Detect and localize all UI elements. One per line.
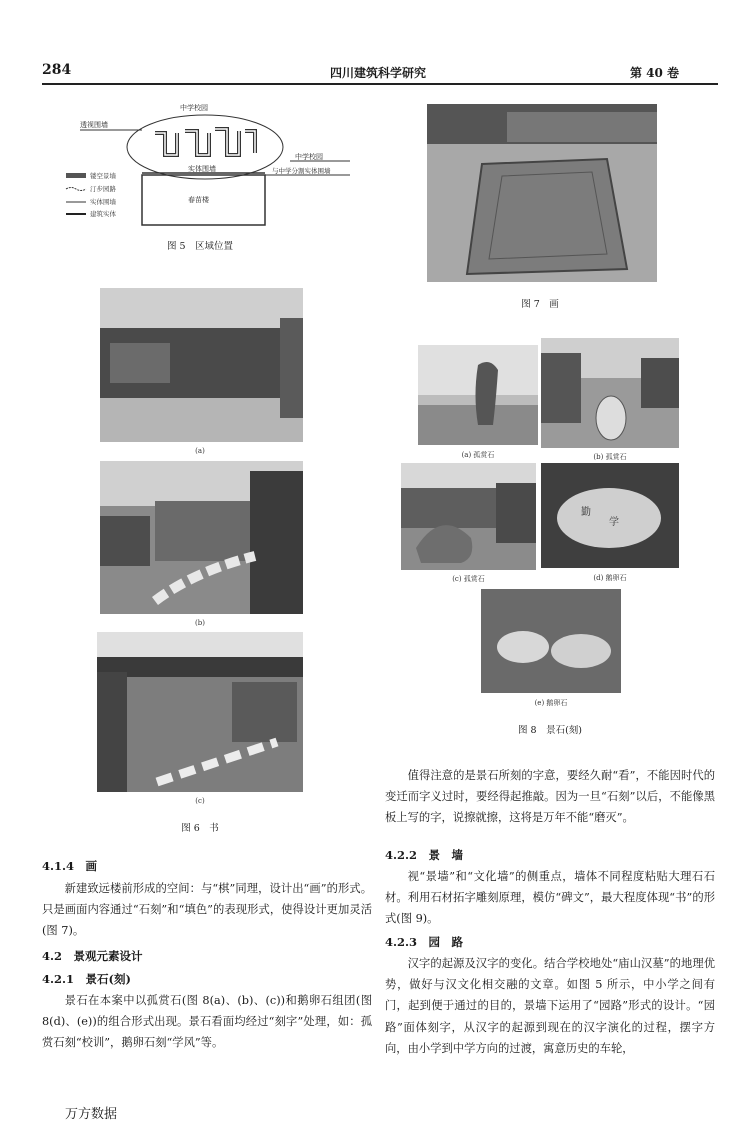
- label-divider-wall: 与中学分割实体围墙: [272, 167, 331, 175]
- heading-4-2-1: 4.2.1 景石(刻): [42, 972, 131, 986]
- journal-title: 四川建筑科学研究: [330, 66, 427, 80]
- figure8-photo-b: [541, 338, 679, 448]
- watermark: 万方数据: [65, 1107, 118, 1122]
- paragraph-4-2-3: [385, 953, 715, 1059]
- legend-hollow-wall: 镂空景墙: [90, 172, 116, 180]
- paragraph-4-1-4: [42, 878, 372, 942]
- figure8-photo-c: [401, 463, 536, 570]
- figure6-subcaption-a: (a): [195, 447, 205, 455]
- figure8-subcaption-e: (e) 鹅卵石: [534, 699, 568, 707]
- paragraph-continued-text: 值得注意的是景石所刻的字意，要经久耐“看”，不能因时代的变迁而字义过时，要经得起推敲。因为一旦“石刻”以后，不能像黑板上写的字，说擦就擦，这将是万年不能“磨灭”。: [385, 769, 715, 825]
- figure8-subcaption-a: (a) 孤赏石: [461, 451, 495, 459]
- legend-stepping-path: 汀步园路: [90, 185, 116, 193]
- paragraph-4-2-2: [385, 866, 715, 930]
- svg-text:学: 学: [609, 517, 619, 528]
- label-middle-school-top: 中学校园: [180, 104, 208, 112]
- heading-4-1-4: 4.1.4 画: [42, 859, 98, 873]
- label-transparent-wall: 透视围墙: [80, 121, 108, 129]
- figure6-caption: 图 6 书: [181, 823, 219, 834]
- figure8-subcaption-c: (c) 孤赏石: [452, 575, 485, 583]
- figure6-subcaption-b: (b): [195, 619, 205, 627]
- paragraph-4-2-1-text: 景石在本案中以孤赏石(图 8(a)、(b)、(c))和鹅卵石组团(图 8(d)、(e))的组合形式出现。景石看面均经过“刻字”处理，如：孤赏石刻“校训”，鹅卵石刻“学风”等。: [42, 994, 372, 1050]
- figure6-photo-c: [97, 632, 303, 792]
- header-rule: [42, 83, 718, 85]
- figure8-caption: 图 8 景石(刻): [518, 725, 582, 736]
- figure8-photo-a: [418, 345, 538, 445]
- figure5-caption: 图 5 区域位置: [166, 241, 234, 252]
- heading-4-2: 4.2 景观元素设计: [42, 949, 143, 963]
- figure6-photo-a: [100, 288, 303, 442]
- legend-solid-wall: 实体围墙: [90, 198, 116, 206]
- legend-building: 建筑实体: [90, 210, 116, 218]
- paragraph-4-2-3-text: 汉字的起源及汉字的变化。结合学校地处“庙山汉墓”的地理优势，做好与汉文化相交融的文章。如图 5 所示，中小学之间有门，起到便于通过的目的，景墙下运用了“园路”形式的设计。“园路”面体刻字，从汉字的起源到现在的汉字演化的过程，摆字方向，由小学到中学方向的过渡，寓意历史的车轮，: [385, 957, 715, 1055]
- label-solid-wall: 实体围墙: [188, 165, 216, 173]
- volume: 第 40 卷: [630, 66, 680, 80]
- heading-4-2-3: 4.2.3 园 路: [385, 935, 464, 949]
- paragraph-4-1-4-text: 新建致远楼前形成的空间：与“棋”同理，设计出“画”的形式。只是画面内容通过“石刻”和“填色”的表现形式，使得设计更加灵活(图 7)。: [42, 882, 372, 938]
- figure8-subcaption-d: (d) 鹅卵石: [593, 574, 627, 582]
- heading-4-2-2: 4.2.2 景 墙: [385, 848, 464, 862]
- figure8-photo-d: [541, 463, 679, 568]
- label-middle-school-right: 中学校园: [295, 153, 323, 161]
- figure7-photo: [427, 104, 657, 282]
- paragraph-continued: [385, 765, 715, 829]
- paragraph-4-2-2-text: 视“景墙”和“文化墙”的侧重点，墙体不同程度粘贴大理石石材。利用石材拓字雕刻原理，模仿“碑文”，最大程度体现“书”的形式(图 9)。: [385, 870, 715, 926]
- figure7-caption: 图 7 画: [521, 299, 559, 310]
- figure6-photo-b: [100, 461, 303, 614]
- figure5-diagram: [60, 95, 360, 230]
- figure6-subcaption-c: (c): [195, 797, 205, 805]
- page-number: 284: [42, 62, 72, 78]
- svg-text:勤: 勤: [581, 507, 591, 518]
- label-building: 春苗楼: [188, 196, 209, 204]
- paragraph-4-2-1: [42, 990, 372, 1054]
- figure8-photo-e: [481, 589, 621, 693]
- figure8-subcaption-b: (b) 孤赏石: [593, 453, 627, 461]
